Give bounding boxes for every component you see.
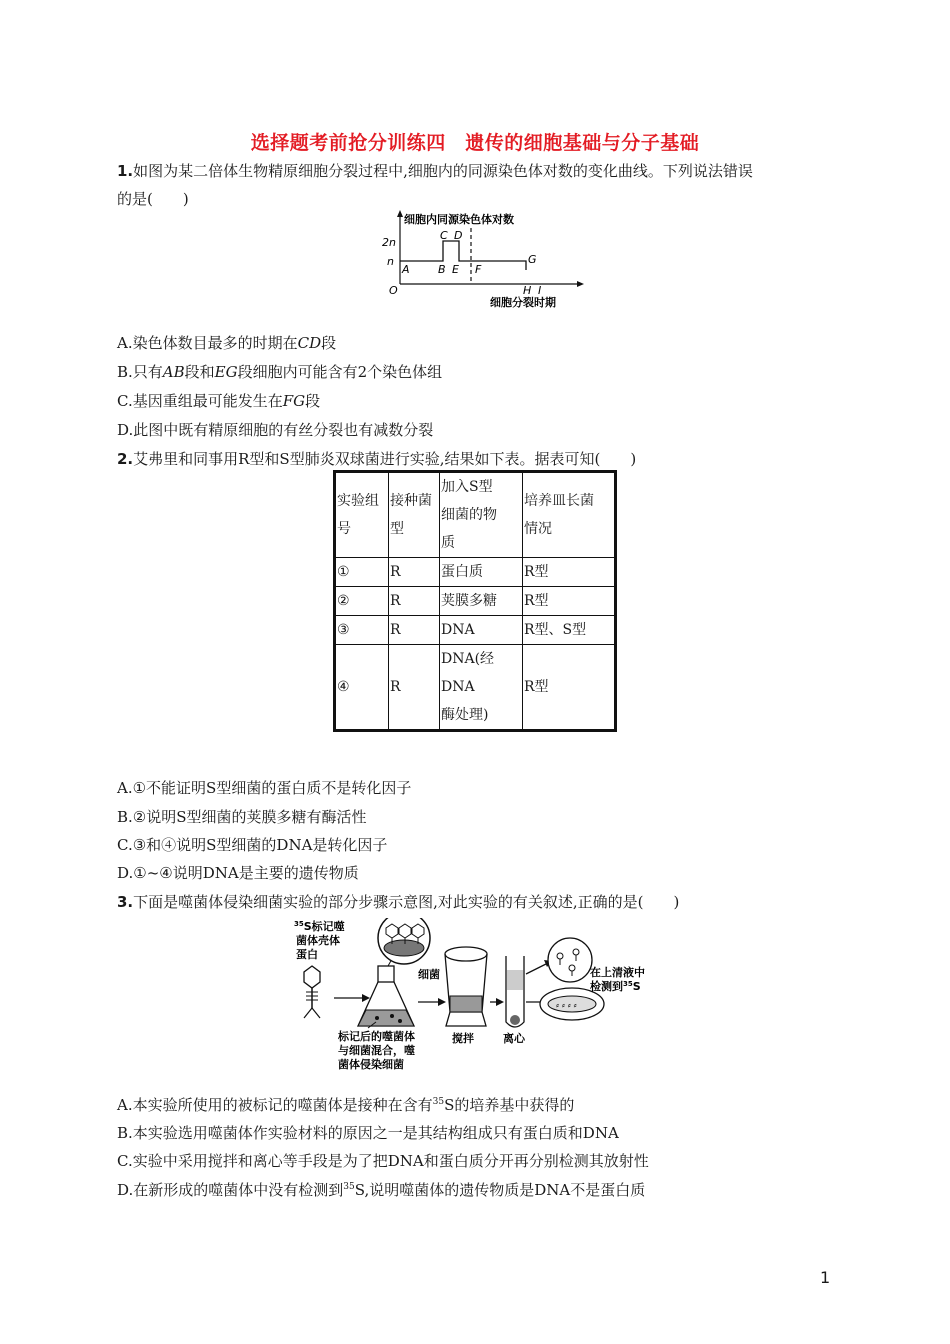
table-cell: ① (335, 558, 389, 587)
q3-diagram (292, 918, 662, 1078)
table-header-cell (389, 472, 440, 558)
q2-option-d: D.①~④说明DNA是主要的遗传物质 (117, 864, 359, 882)
q3-option-d-sup: 35 (343, 1182, 355, 1192)
x-axis-arrow (577, 281, 584, 287)
q3-option-d-text: D.在新形成的噬菌体中没有检测到 (117, 1181, 344, 1199)
table-header-cell (523, 472, 616, 558)
point-g: G (528, 253, 537, 266)
q1-option-b (117, 361, 442, 382)
point-f: F (475, 263, 482, 276)
table-cell: R型 (523, 645, 616, 731)
header-text: 接种菌 (390, 493, 432, 509)
table-cell: DNA(经DNA 酶处理) (440, 645, 523, 731)
q2-option-b: B.②说明S型细菌的荚膜多糖有酶活性 (117, 808, 367, 826)
header-text: 型 (390, 521, 404, 537)
tick-n: n (387, 255, 394, 268)
q1-stem-line2: 的是( ) (117, 190, 189, 208)
header-text: 细菌的物 (441, 507, 497, 523)
label-stir: 搅拌 (452, 1032, 474, 1045)
arrow-head-icon (438, 998, 446, 1006)
q1-option-c (117, 390, 320, 411)
label-top-2: 菌体壳体 (296, 934, 340, 947)
q2-stem: 艾弗里和同事用R型和S型肺炎双球菌进行实验,结果如下表。据表可知( ) (133, 450, 637, 468)
header-text: 实验组 (337, 493, 379, 509)
supernatant-phage-icon (548, 938, 592, 982)
experiment-table (333, 470, 617, 732)
tick-2n: 2n (382, 236, 396, 249)
table-cell: R (389, 587, 440, 616)
blender-icon (445, 947, 487, 1026)
q1-option-c-tail: 段 (305, 392, 321, 410)
q3-option-b: B.本实验选用噬菌体作实验材料的原因之一是其结构组成只有蛋白质和DNA (117, 1124, 619, 1142)
page-number: 1 (820, 1268, 831, 1287)
header-text: 质 (441, 535, 455, 551)
table-cell: R型、S型 (523, 616, 616, 645)
q3-option-d-tail: S,说明噬菌体的遗传物质是DNA不是蛋白质 (354, 1181, 646, 1199)
q1-option-c-text: C.基因重组最可能发生在 (117, 392, 283, 410)
point-b: B (438, 263, 446, 276)
y-axis-title: 细胞内同源染色体对数 (404, 213, 514, 226)
q1-stem: 如图为某二倍体生物精原细胞分裂过程中,细胞内的同源染色体对数的变化曲线。下列说法错误 (133, 162, 753, 180)
arrow-icon (526, 964, 546, 974)
header-text: 号 (337, 521, 351, 537)
q3-option-c: C.实验中采用搅拌和离心等手段是为了把DNA和蛋白质分开再分别检测其放射性 (117, 1152, 649, 1170)
q2-number: 2. (117, 450, 134, 468)
q1-option-b-mid: 段和 (184, 363, 215, 381)
label-bacteria: 细菌 (418, 968, 440, 981)
label-top-1: $^{35}$S标记噬 (294, 920, 345, 933)
q1-option-b-segment2: EG (214, 363, 238, 381)
q1-option-b-tail: 段细胞内可能含有2个染色体组 (237, 363, 443, 381)
q1-graph (380, 208, 590, 312)
q1-stem-line1 (117, 160, 753, 181)
table-cell: R型 (523, 587, 616, 616)
point-c: C (440, 229, 448, 242)
q2-stem-line (117, 448, 636, 469)
header-text: 情况 (524, 521, 552, 537)
centrifuge-tube-icon (506, 956, 524, 1027)
q1-number: 1. (117, 162, 134, 180)
q1-option-a-text: A.染色体数目最多的时期在 (117, 334, 298, 352)
q3-option-a (117, 1094, 574, 1115)
phage-icon (304, 966, 320, 1018)
q1-option-c-segment: FG (282, 392, 306, 410)
header-text: 培养皿长菌 (524, 493, 594, 509)
origin-label: O (389, 284, 398, 297)
label-mix-1: 标记后的噬菌体 (338, 1030, 415, 1043)
q3-stem-line (117, 891, 679, 912)
q1-option-b-segment1: AB (162, 363, 185, 381)
label-mix-2: 与细菌混合，噬 (338, 1044, 415, 1057)
q3-option-a-tail: S的培养基中获得的 (444, 1096, 575, 1114)
header-text: 加入S型 (441, 479, 493, 495)
q3-option-d (117, 1179, 645, 1200)
q1-option-d: D.此图中既有精原细胞的有丝分裂也有减数分裂 (117, 421, 434, 439)
q3-number: 3. (117, 893, 134, 911)
table-row (335, 558, 616, 587)
table-cell: ② (335, 587, 389, 616)
arrow-head-icon (496, 998, 504, 1006)
q1-option-a-tail: 段 (321, 334, 337, 352)
q3-option-a-sup: 35 (432, 1097, 445, 1107)
label-centrifuge: 离心 (503, 1032, 525, 1045)
point-d: D (454, 229, 463, 242)
curve (400, 241, 526, 270)
point-e: E (452, 263, 459, 276)
y-axis-arrow (397, 210, 403, 217)
table-row (335, 645, 616, 731)
table-row (335, 616, 616, 645)
point-h: H (523, 284, 532, 297)
table-cell: R (389, 558, 440, 587)
point-a: A (402, 263, 410, 276)
magnified-bacteria-icon (378, 918, 430, 966)
point-i: I (538, 284, 542, 297)
q2-option-a: A.①不能证明S型细菌的蛋白质不是转化因子 (117, 779, 412, 797)
label-result-1: 在上清液中 (590, 966, 645, 979)
table-cell: ③ (335, 616, 389, 645)
table-cell: 蛋白质 (440, 558, 523, 587)
q2-option-c: C.③和④说明S型细菌的DNA是转化因子 (117, 836, 388, 854)
q3-option-a-text: A.本实验所使用的被标记的噬菌体是接种在含有 (117, 1096, 433, 1114)
table-header-cell (440, 472, 523, 558)
label-result-2: 检测到$^{35}$S (590, 980, 641, 993)
label-mix-3: 菌体侵染细菌 (338, 1058, 404, 1071)
svg-text:⸗ ⸗ ⸗ ⸗: ⸗ ⸗ ⸗ ⸗ (556, 1001, 577, 1011)
q1-option-b-text: B.只有 (117, 363, 163, 381)
q1-option-a (117, 332, 336, 353)
table-cell: R (389, 645, 440, 731)
label-top-3: 蛋白 (296, 948, 318, 961)
table-cell: 荚膜多糖 (440, 587, 523, 616)
table-row (335, 587, 616, 616)
table-cell: DNA (440, 616, 523, 645)
table-cell: R (389, 616, 440, 645)
table-cell: R型 (523, 558, 616, 587)
q3-stem: 下面是噬菌体侵染细菌实验的部分步骤示意图,对此实验的有关叙述,正确的是( ) (133, 893, 680, 911)
x-axis-title: 细胞分裂时期 (490, 296, 556, 309)
table-header-cell (335, 472, 389, 558)
table-header-row (335, 472, 616, 558)
table-cell: ④ (335, 645, 389, 731)
q1-option-a-segment: CD (297, 334, 322, 352)
flask-icon (358, 966, 414, 1026)
page-title: 选择题考前抢分训练四 遗传的细胞基础与分子基础 (250, 132, 700, 154)
